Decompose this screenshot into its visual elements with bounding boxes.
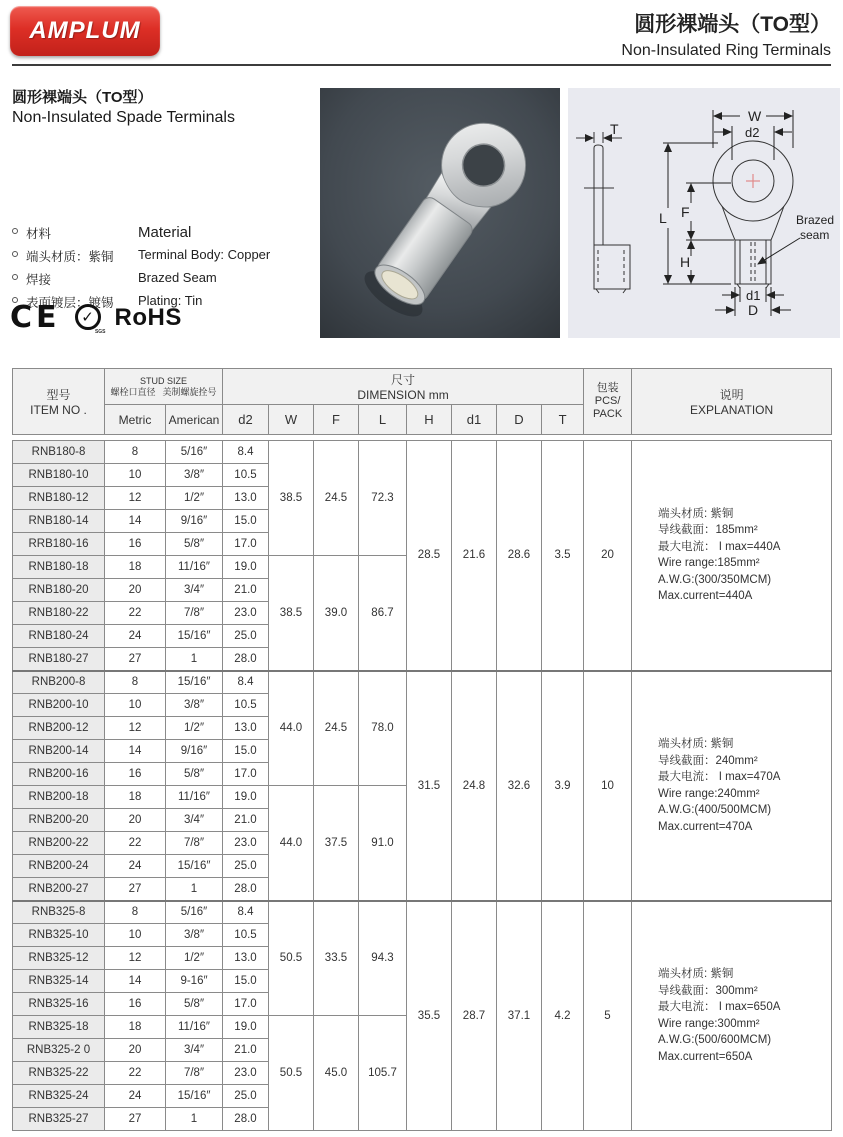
item-no-cell: RNB325-16 (13, 993, 105, 1016)
item-no-cell: RNB200-20 (13, 809, 105, 832)
l-cell: 91.0 (359, 786, 407, 901)
metric-cell: 16 (105, 763, 166, 786)
dimension-diagram (568, 88, 840, 338)
metric-cell: 8 (105, 901, 166, 924)
d-cell: 32.6 (497, 671, 542, 901)
metric-cell: 22 (105, 1062, 166, 1085)
col-header-L: L (359, 405, 407, 435)
metric-cell: 10 (105, 694, 166, 717)
intro-title-en: Non-Insulated Spade Terminals (12, 109, 235, 126)
col-header-d1: d1 (452, 405, 497, 435)
explanation-line: 导线截面：300mm² (658, 984, 758, 997)
item-no-cell: RNB325-14 (13, 970, 105, 993)
metric-cell: 12 (105, 717, 166, 740)
f-cell: 45.0 (314, 1016, 359, 1131)
d2-cell: 13.0 (223, 717, 269, 740)
metric-cell: 8 (105, 441, 166, 464)
metric-cell: 22 (105, 832, 166, 855)
spec-label-zh: 表面镀层：镀锡 (26, 296, 114, 310)
american-cell: 15/16″ (166, 855, 223, 878)
col-header-H: H (407, 405, 452, 435)
d1-cell: 21.6 (452, 441, 497, 671)
metric-cell: 27 (105, 1108, 166, 1131)
item-no-cell: RNB200-14 (13, 740, 105, 763)
l-cell: 86.7 (359, 556, 407, 671)
col-header-F: F (314, 405, 359, 435)
pcs-pack-cell: 10 (584, 671, 632, 901)
item-no-cell: RNB325-18 (13, 1016, 105, 1039)
explanation-cell (632, 901, 832, 1131)
bullet-icon (12, 274, 18, 280)
american-cell: 3/4″ (166, 1039, 223, 1062)
metric-cell: 22 (105, 602, 166, 625)
item-no-cell: RNB325-8 (13, 901, 105, 924)
explanation-line: Wire range:300mm² (658, 1017, 760, 1030)
l-cell: 94.3 (359, 901, 407, 1016)
item-no-cell: RNB180-22 (13, 602, 105, 625)
f-cell: 37.5 (314, 786, 359, 901)
col-header-T: T (542, 405, 584, 435)
h-cell: 35.5 (407, 901, 452, 1131)
explanation-cell (632, 671, 832, 901)
american-cell: 1 (166, 878, 223, 901)
col-header-american: American (166, 405, 223, 435)
rohs-label: RoHS (114, 303, 182, 331)
d1-cell: 24.8 (452, 671, 497, 901)
item-no-cell: RNB200-22 (13, 832, 105, 855)
item-no-cell: RNB200-27 (13, 878, 105, 901)
spec-label-zh: 材料 (26, 227, 52, 241)
dim-label-T: T (610, 121, 619, 137)
f-cell: 24.5 (314, 671, 359, 786)
metric-cell: 18 (105, 786, 166, 809)
dim-label-H: H (680, 254, 691, 270)
explanation-line: Wire range:185mm² (658, 557, 760, 570)
explanation-line: 最大电流： I max=650A (658, 1001, 781, 1014)
w-cell: 50.5 (269, 901, 314, 1016)
dim-label-F: F (681, 204, 690, 220)
d2-cell: 19.0 (223, 786, 269, 809)
american-cell: 5/8″ (166, 993, 223, 1016)
d2-cell: 28.0 (223, 648, 269, 671)
table-row (13, 671, 832, 694)
metric-cell: 14 (105, 970, 166, 993)
table-row (13, 441, 832, 464)
american-cell: 3/8″ (166, 924, 223, 947)
item-no-cell: RNB200-16 (13, 763, 105, 786)
col-header-dimension: 尺寸 DIMENSION mm (223, 369, 584, 405)
h-cell: 31.5 (407, 671, 452, 901)
item-no-cell: RNB200-8 (13, 671, 105, 694)
bullet-icon (12, 228, 18, 234)
american-cell: 9/16″ (166, 740, 223, 763)
d-cell: 28.6 (497, 441, 542, 671)
item-no-cell: RNB180-18 (13, 556, 105, 579)
f-cell: 24.5 (314, 441, 359, 556)
d2-cell: 17.0 (223, 763, 269, 786)
product-intro (12, 86, 312, 127)
d2-cell: 21.0 (223, 1039, 269, 1062)
d2-cell: 21.0 (223, 579, 269, 602)
l-cell: 72.3 (359, 441, 407, 556)
d2-cell: 15.0 (223, 970, 269, 993)
dim-label-d2: d2 (745, 125, 760, 140)
d2-cell: 25.0 (223, 855, 269, 878)
metric-cell: 10 (105, 924, 166, 947)
f-cell: 39.0 (314, 556, 359, 671)
table-row (13, 901, 832, 924)
col-header-item: 型号 ITEM NO . (13, 369, 105, 435)
d2-cell: 10.5 (223, 464, 269, 487)
t-cell: 3.5 (542, 441, 584, 671)
col-header-d2: d2 (223, 405, 269, 435)
american-cell: 5/16″ (166, 441, 223, 464)
d2-cell: 21.0 (223, 809, 269, 832)
american-cell: 1/2″ (166, 947, 223, 970)
metric-cell: 24 (105, 1085, 166, 1108)
item-no-cell: RRB180-16 (13, 533, 105, 556)
d2-cell: 17.0 (223, 533, 269, 556)
spec-table-body (13, 441, 832, 1131)
col-header-metric: Metric (105, 405, 166, 435)
metric-cell: 18 (105, 1016, 166, 1039)
w-cell: 38.5 (269, 441, 314, 556)
brand-logo-text: AMPLUM (29, 17, 141, 44)
d2-cell: 8.4 (223, 671, 269, 694)
d2-cell: 13.0 (223, 947, 269, 970)
product-photo (320, 88, 560, 338)
explanation-line: 最大电流： I max=470A (658, 771, 781, 783)
w-cell: 50.5 (269, 1016, 314, 1131)
d2-cell: 10.5 (223, 694, 269, 717)
d2-cell: 23.0 (223, 832, 269, 855)
ring-terminal-photo-art (320, 88, 560, 338)
l-cell: 78.0 (359, 671, 407, 786)
american-cell: 11/16″ (166, 786, 223, 809)
pcs-pack-cell: 5 (584, 901, 632, 1131)
d1-cell: 28.7 (452, 901, 497, 1131)
american-cell: 1 (166, 1108, 223, 1131)
explanation-line: 导线截面：240mm² (658, 754, 758, 767)
item-no-cell: RNB325-10 (13, 924, 105, 947)
d2-cell: 17.0 (223, 993, 269, 1016)
item-no-cell: RNB200-18 (13, 786, 105, 809)
metric-cell: 24 (105, 625, 166, 648)
spec-label-zh: 端头材质：紫铜 (26, 250, 114, 264)
dim-label-D: D (748, 302, 759, 318)
bullet-icon (12, 251, 18, 257)
item-no-cell: RNB180-8 (13, 441, 105, 464)
item-no-cell: RNB180-10 (13, 464, 105, 487)
metric-cell: 14 (105, 510, 166, 533)
american-cell: 11/16″ (166, 556, 223, 579)
col-header-stud-size: STUD SIZE 螺栓口直径 美制螺旋拴号 (105, 369, 223, 405)
list-item (12, 270, 312, 288)
metric-cell: 10 (105, 464, 166, 487)
col-header-pack: 包装 PCS/ PACK (584, 369, 632, 435)
american-cell: 15/16″ (166, 1085, 223, 1108)
page-header-titles (621, 8, 831, 60)
w-cell: 44.0 (269, 671, 314, 786)
d2-cell: 8.4 (223, 901, 269, 924)
d2-cell: 15.0 (223, 510, 269, 533)
spec-label-en: Material (138, 224, 192, 241)
american-cell: 3/8″ (166, 464, 223, 487)
metric-cell: 8 (105, 671, 166, 694)
list-item (12, 247, 312, 265)
certification-marks (10, 300, 182, 335)
american-cell: 1/2″ (166, 487, 223, 510)
explanation-line: Max.current=650A (658, 1050, 753, 1063)
explanation-line: 端头材质: 紫铜 (658, 968, 734, 981)
explanation-line: A.W.G:(400/500MCM) (658, 804, 772, 816)
item-no-cell: RNB200-12 (13, 717, 105, 740)
brand-logo (10, 6, 160, 56)
h-cell: 28.5 (407, 441, 452, 671)
american-cell: 5/8″ (166, 533, 223, 556)
item-no-cell: RNB325-2 0 (13, 1039, 105, 1062)
metric-cell: 27 (105, 878, 166, 901)
t-cell: 3.9 (542, 671, 584, 901)
d2-cell: 19.0 (223, 1016, 269, 1039)
explanation-line: A.W.G:(500/600MCM) (658, 1034, 772, 1047)
d2-cell: 23.0 (223, 1062, 269, 1085)
w-cell: 44.0 (269, 786, 314, 901)
explanation-line: 端头材质: 紫铜 (658, 507, 734, 520)
spec-table-header (12, 368, 832, 435)
american-cell: 1 (166, 648, 223, 671)
explanation-cell (632, 441, 832, 671)
metric-cell: 18 (105, 556, 166, 579)
item-no-cell: RNB180-12 (13, 487, 105, 510)
list-item (12, 224, 312, 242)
explanation-line: Wire range:240mm² (658, 787, 760, 800)
dim-label-W: W (748, 108, 762, 124)
american-cell: 9-16″ (166, 970, 223, 993)
dim-label-L: L (659, 210, 667, 226)
metric-cell: 12 (105, 487, 166, 510)
explanation-line: 导线截面：185mm² (658, 524, 758, 537)
item-no-cell: RNB180-24 (13, 625, 105, 648)
metric-cell: 16 (105, 993, 166, 1016)
metric-cell: 14 (105, 740, 166, 763)
col-header-W: W (269, 405, 314, 435)
item-no-cell: RNB200-10 (13, 694, 105, 717)
page-title-en: Non-Insulated Ring Terminals (621, 42, 831, 59)
american-cell: 3/4″ (166, 579, 223, 602)
metric-cell: 20 (105, 1039, 166, 1062)
metric-cell: 12 (105, 947, 166, 970)
sgs-badge-icon: ✓ SGS (75, 304, 103, 332)
d2-cell: 28.0 (223, 1108, 269, 1131)
item-no-cell: RNB325-12 (13, 947, 105, 970)
metric-cell: 20 (105, 809, 166, 832)
item-no-cell: RNB325-22 (13, 1062, 105, 1085)
d2-cell: 10.5 (223, 924, 269, 947)
d2-cell: 25.0 (223, 1085, 269, 1108)
metric-cell: 16 (105, 533, 166, 556)
l-cell: 105.7 (359, 1016, 407, 1131)
explanation-line: 端头材质: 紫铜 (658, 738, 734, 750)
brazed-seam-label: seam (800, 228, 830, 242)
d2-cell: 25.0 (223, 625, 269, 648)
item-no-cell: RNB325-27 (13, 1108, 105, 1131)
f-cell: 33.5 (314, 901, 359, 1016)
spec-table (12, 440, 832, 1131)
pcs-pack-cell: 20 (584, 441, 632, 671)
d2-cell: 15.0 (223, 740, 269, 763)
item-no-cell: RNB180-14 (13, 510, 105, 533)
dimension-diagram-art (568, 88, 840, 338)
metric-cell: 27 (105, 648, 166, 671)
dim-label-d1: d1 (746, 288, 761, 303)
ce-mark-icon: CE (10, 300, 61, 335)
item-no-cell: RNB180-27 (13, 648, 105, 671)
american-cell: 1/2″ (166, 717, 223, 740)
explanation-line: Max.current=440A (658, 590, 753, 603)
w-cell: 38.5 (269, 556, 314, 671)
item-no-cell: RNB200-24 (13, 855, 105, 878)
col-header-explanation: 说明 EXPLANATION (632, 369, 832, 435)
american-cell: 3/4″ (166, 809, 223, 832)
item-no-cell: RNB325-24 (13, 1085, 105, 1108)
d2-cell: 8.4 (223, 441, 269, 464)
header-divider (12, 64, 831, 66)
d-cell: 37.1 (497, 901, 542, 1131)
t-cell: 4.2 (542, 901, 584, 1131)
page-title-zh: 圆形裸端头（TO型） (634, 13, 831, 36)
explanation-line: A.W.G:(300/350MCM) (658, 573, 772, 586)
american-cell: 15/16″ (166, 671, 223, 694)
item-no-cell: RNB180-20 (13, 579, 105, 602)
american-cell: 15/16″ (166, 625, 223, 648)
d2-cell: 13.0 (223, 487, 269, 510)
d2-cell: 28.0 (223, 878, 269, 901)
metric-cell: 20 (105, 579, 166, 602)
brazed-seam-label: Brazed (796, 213, 835, 227)
col-header-D: D (497, 405, 542, 435)
intro-title-zh: 圆形裸端头（TO型） (12, 89, 153, 106)
american-cell: 3/8″ (166, 694, 223, 717)
explanation-line: Max.current=470A (658, 820, 753, 833)
american-cell: 7/8″ (166, 602, 223, 625)
metric-cell: 24 (105, 855, 166, 878)
spec-label-zh: 焊接 (26, 273, 52, 287)
american-cell: 11/16″ (166, 1016, 223, 1039)
spec-label-en: Brazed Seam (138, 270, 217, 285)
american-cell: 5/8″ (166, 763, 223, 786)
american-cell: 9/16″ (166, 510, 223, 533)
d2-cell: 23.0 (223, 602, 269, 625)
d2-cell: 19.0 (223, 556, 269, 579)
explanation-line: 最大电流： I max=440A (658, 540, 781, 553)
spec-label-en: Terminal Body: Copper (138, 247, 271, 262)
american-cell: 7/8″ (166, 1062, 223, 1085)
american-cell: 7/8″ (166, 832, 223, 855)
american-cell: 5/16″ (166, 901, 223, 924)
spec-label-en: Plating: Tin (138, 293, 203, 308)
